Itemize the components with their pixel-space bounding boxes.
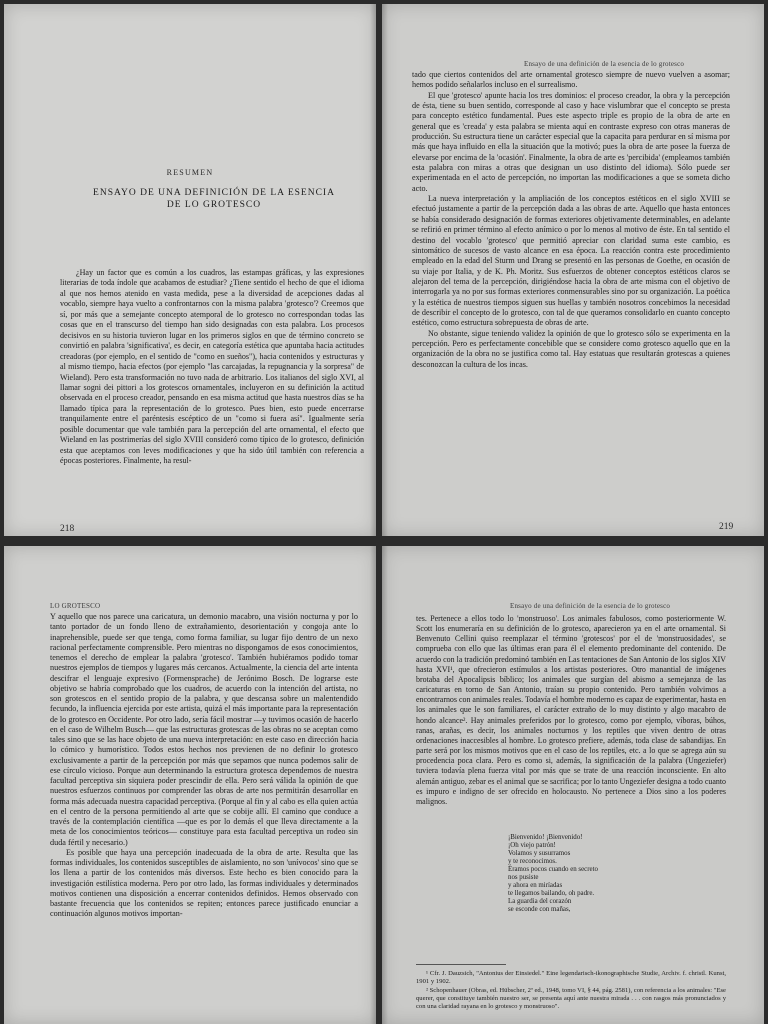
section-heading-resumen: RESUMEN (166, 168, 214, 177)
poem-quote (508, 834, 708, 914)
poem-line: La guardia del corazón (508, 898, 572, 906)
body-text (60, 268, 364, 467)
body-text (50, 612, 358, 920)
gutter-shadow (382, 546, 388, 1024)
poem-line: ¡Bienvenido! ¡Bienvenido! (508, 834, 583, 841)
poem-line: Éramos pocos cuando en secreto (508, 866, 598, 874)
paragraph: Es posible que haya una percepción inadecuada de la obra de arte. Resulta que las formas individuales, los contenidos susceptibles de aislamiento, no son 'unívocos' sino que se los llena a partir de los contenidos más diversos. Este hecho es bien conocido para la investigación estilística moderna. Pero por otro lado, las formas individuales y determinados motivos contienen una disposición a encerrar contenidos definidos. Hemos observado con bastante frecuencia que los contenidos se repiten; entonces parece justificado enunciar a continuación algunos motivos importan- (50, 847, 358, 919)
gutter-shadow (382, 4, 388, 536)
page-218 (4, 4, 376, 536)
page-219 (382, 4, 764, 536)
poem-line: se esconde con mañas, (508, 906, 571, 914)
running-head: LO GROTESCO (50, 602, 101, 610)
paragraph: No obstante, sigue teniendo validez la opinión de que lo grotesco sólo se experimenta en la percepción. Pero es perfectamente concebible que se considere como grotesco aquello que en la organización de la obra no se justifica como tal. Hay estatuas que resultarán grotescas a quienes desconozcan la cultura de los incas. (412, 328, 730, 369)
paragraph: tado que ciertos contenidos del arte ornamental grotesco siempre de nuevo vuelven a asomar; hemos podido señalarlos incluso en el surrealismo. (412, 70, 730, 90)
poem-line: Volamos y susurramos (508, 850, 571, 858)
chapter-title (64, 187, 364, 211)
page-220 (4, 546, 376, 1024)
chapter-title-line-1: ENSAYO DE UNA DEFINICIÓN DE LA ESENCIA (93, 188, 335, 198)
body-text (416, 614, 726, 807)
page-number: 218 (60, 524, 75, 534)
poem-line: te llegamos bailando, oh padre. (508, 890, 595, 898)
paragraph: La nueva interpretación y la ampliación de los conceptos estéticos en el siglo XVIII se efectuó justamente a partir de la percepción dada a las obras de arte. Aquello que hasta entonces se había considerado designación de formas exteriores objetivamente determinables, en adelante se refirió en primer término al efecto anímico o por lo menos al motivo de éste. En tal sentido el destino del vocablo 'grotesco' que permitió apreciar con claridad suma este cambio, es sintomático de sucesos de vasto alcance en esa época. La reacción contra este procedimiento empleado en la edad del Sturm und Drang se presentó en las personas de Goethe, en ocasión de su viaje por Italia, y de K. Ph. Moritz. Sus esfuerzos de obtener conceptos estéticos claros se alejaron del tema de la percepción, dirigiéndose hacia la obra de arte misma con el objetivo de interrogarla ya no por sus formas exteriores conmensurables sino por su organización. La poética y la estética de nuestros tiempos siguen sus huellas y también nosotros concebimos la necesidad de describir el concepto de lo grotesco, con tal de que queramos consolidarlo en cuanto concepto estético, como estructura sobrepuesta de obras de arte. (412, 194, 730, 328)
paragraph: tes. Pertenece a ellos todo lo 'monstruoso'. Los animales fabulosos, como posteriormente W. Scott los enumeraría en su definición de lo grotesco, aparecieron ya en el arte ornamental. Si Benvenuto Cellini quiso reemplazar el término 'grotescos' por el de 'monstruosidades', se comprueba con ello que las últimas eran para él el elemento predominante del contenido. De acuerdo con la tradición predominó también en Las tentaciones de San Antonio de los siglos XIV hasta XVI¹, que ofrecieron estímulos a los artistas posteriores. Otro manantial de imágenes brotaba del Apocalipsis bíblico; los animales que surgían del abismo a semejanza de las caricaturas en torno de San Antonio, traían su propio contenido. Pero también volvimos a encontrarnos con animales reales. Todavía el hombre moderno es capaz de experimentar, hasta en los animales que le son familiares, el carácter extraño de lo muy distinto y algo macabro de hondo alcance². Hay animales preferidos por lo grotesco, como por ejemplo, víboras, búhos, ranas, arañas, es decir, los animales nocturnos y los reptiles que viven dentro de otras ordenaciones inaccesibles al hombre. Lo grotesco prefiere, además, toda clase de sabandijas. En parte será por los mismos motivos que en el caso de los reptiles, etc. a lo que se agrega aún su procedencia poca clara. Pero es como si, además, la significación de la palabra (Ungeziefer) tuviera todavía plena fuerza vital por más que se trate de una reacción inconsciente. En alto alemán antiguo, zebar es el animal que se sacrifica; por lo tanto Ungeziefer designa a todo cuanto es impuro e indigno de ser ofrecido en holocausto. No pertenece a Dios sino a los poderes malignos. (416, 614, 726, 806)
gutter-shadow (370, 546, 376, 1024)
poem-line: y te reconocimos. (508, 858, 557, 866)
paragraph: Y aquello que nos parece una caricatura, un demonio macabro, una visión nocturna y por lo tanto portador de un fondo lleno de extrañamiento, desorientación y congoja ante lo inaprehensible, puede ser que tenga, como forma familiar, su lugar fijo dentro de un nexo racional perfectamente comprensible. Pero mientras no dispongamos de esos conocimientos, tenemos el derecho de emplear la palabra 'grotesco'. También hubiéramos podido tomar nuestros ejemplos de tiempos y lugares más cercanos. Actualmente, la ciencia del arte intenta descifrar el lenguaje expresivo (Formensprache) de Jerónimo Bosch. De lograrse este objetivo se habría comprobado que los cuadros, de acuerdo con la intención del artista, no son grotescos en el sentido propio de la palabra, y que descansa sobre un malentendido fecundo, la influencia ejercida por este artista, quizá el más importante para la representación de lo grotesco en Occidente. Por otro lado, sería fácil mostrar —y tuvimos ocasión de hacerlo en el caso de Wilhelm Busch— que las estructuras grotescas de las obras no se aceptan como tales sino que se las hace objeto de una nueva interpretación: en este caso en dirección hacia lo cómico y humorístico. Todos estos hechos nos previenen de no definir lo grotesco exclusivamente a partir de la percepción por más que sepamos que nunca podemos salir de ese círculo vicioso. Porque aun determinando la estructura grotesca dependemos de nuestra facultad perceptiva sin siquiera poder prescindir de ella. Pero será válida la opinión de que nuestros esfuerzos continuos por comprender las obras de arte nos permitirán desarrollar en forma más adecuada nuestra capacidad perceptiva. (Porque al fin y al cabo es ella quien actúa en el centro de la persona permitiendo al arte que se cobije allí. El camino que conduce a través de la contemplación científica —que es por lo demás el que lleva directamente a la meta de los conocimientos teóricos— constituye para esta facultad perceptiva un rodeo sin duda fértil y necesario.) (50, 612, 358, 847)
body-text (412, 70, 730, 370)
paragraph: ¿Hay un factor que es común a los cuadros, las estampas gráficas, y las expresiones literarias de toda índole que acabamos de estudiar? ¿Tiene sentido el hecho de que el idioma al que nos hemos atenido en vasta medida, pese a la diversidad de acepciones dadas al vocablo, siempre haya vuelto a confrontarnos con la misma palabra 'grotesco'? Creemos que sí, por más que a semejante concepto atemporal de lo grotesco no correspondan todas las cosas que en el transcurso del tiempo han sido designadas con esta palabra. Los procesos decisivos en su historia tuvieron lugar en los primeros siglos en que de término concreto se convirtió en palabra 'significativa', es decir, en categoría estética que apuntaba hacia actitudes creadoras (por ejemplo, en el sentido de "como en sueños"), hacia contenidos y estructuras y al mismo tiempo, hacia efectos (por ejemplo "las carcajadas, la repugnancia y la sorpresa" de Wieland). Pero esta transformación no tuvo nada de arbitrario. Los italianos del siglo XVI, al llamar sogni dei pittori a los grotescos ornamentales, incluyeron en su definición la actitud observada en el proceso creador, pensando en esa misma actitud que hasta nuestros días se ha llamado típica para la representación de lo grotesco. Pues bien, esto puede encerrarse tranquilamente entre el paréntesis escéptico de un "como si fuera así". Igualmente sería posible documentar que vale también para la percepción del arte ornamental, el efecto que Wieland en las postrimerías del siglo XVIII consideró como típico de lo grotesco, definición esta que aceptamos con leves modificaciones y que ha sido útil también con referencia a épocas posteriores. Finalmente, ha resul- (60, 268, 364, 466)
running-head: Ensayo de una definición de la esencia de lo grotesco (510, 602, 671, 610)
poem-line: ¡Oh viejo patrón! (508, 842, 556, 850)
poem-line: y ahora en miríadas (508, 882, 563, 890)
chapter-title-line-2: DE LO GROTESCO (166, 200, 262, 210)
page-221 (382, 546, 764, 1024)
poem-line: nos pusiste (508, 874, 539, 882)
page-number: 219 (719, 522, 734, 532)
paragraph: El que 'grotesco' apunte hacia los tres dominios: el proceso creador, la obra y la percepción de ésta, tiene su buen sentido, corresponde al caso y hace vislumbrar que el concepto se presta para concepto estético fundamental. Pues este aspecto triple es propio de la obra de arte en general que es 'creada' y esta palabra se mienta aquí en contraste expreso con otras maneras de producción. Su estructura tiene un carácter especial que la capacita para perdurar en sí misma por más que haya influido en ella la situación que la motivó; pues la obra de arte posee la fuerza de elevarse por encima de la 'ocasión'. Finalmente, la obra de arte es 'percibida' (empleamos también esta palabra con miras a otras que designan un uso distinto del idioma). Sólo puede ser experimentada en el acto de percepción, no importan las modificaciones a que se someta dicho acto. (412, 90, 730, 193)
gutter-shadow (370, 4, 376, 536)
footnotes (416, 970, 726, 1012)
footnote: ¹ Cfr. J. Dauzsich, "Antonius der Einsiedel." Eine legendarisch-ikonographische Studie, Archiv. f. christl. Kunst, 1901 y 1902. (416, 970, 726, 986)
footnote: ² Schopenhauer (Obras, ed. Hübscher, 2ª ed., 1948, tomo VI, § 44, pág. 2581), con referencia a los animales: "Ese querer, que constituye también nuestro ser, se presenta aquí ante nuestra mirada . . . con rasgos más pronunciados y con una claridad rayana en lo grotesco y monstruoso". (416, 987, 726, 1011)
running-head: Ensayo de una definición de la esencia de lo grotesco (524, 60, 685, 68)
footnote-rule (416, 964, 506, 965)
